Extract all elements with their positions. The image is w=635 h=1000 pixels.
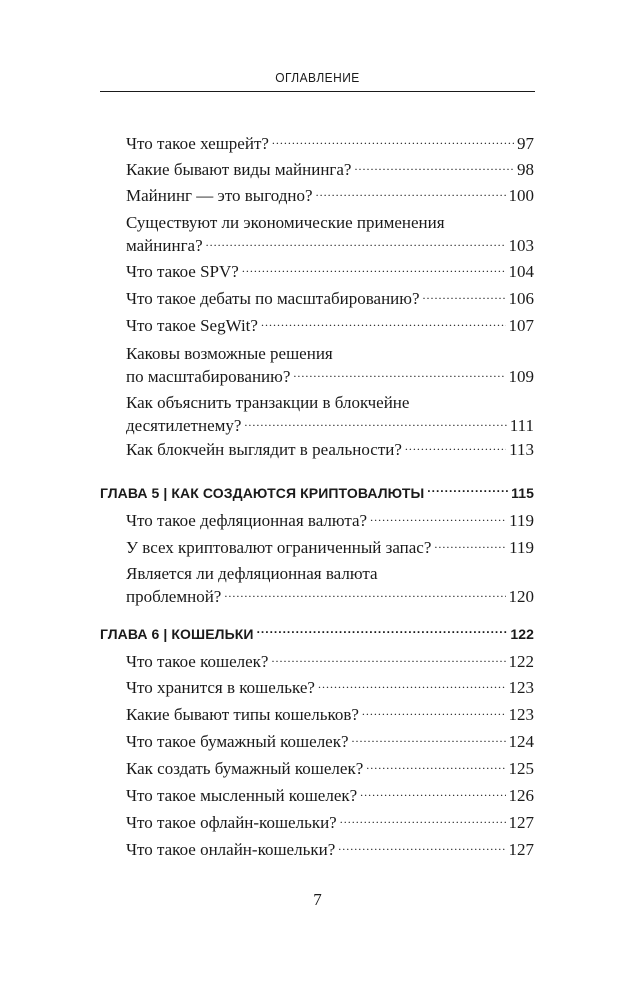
toc-entry[interactable] — [126, 650, 534, 673]
toc-entry-title: Какие бывают виды майнинга? — [126, 160, 352, 179]
dot-leader — [206, 234, 506, 251]
toc-entry-title: Майнинг — это выгодно? — [126, 186, 313, 205]
toc-entry-page: 115 — [511, 485, 534, 501]
toc-entry-page: 106 — [508, 289, 534, 308]
toc-entry-page: 107 — [508, 316, 534, 335]
toc-entry-page: 127 — [508, 813, 534, 832]
dot-leader — [352, 730, 506, 747]
toc-entry[interactable] — [126, 784, 534, 807]
toc-entry[interactable] — [126, 730, 534, 753]
dot-leader — [366, 757, 505, 774]
toc-entry[interactable] — [126, 438, 534, 461]
toc-chapter-title: ГЛАВА 5 | КАК СОЗДАЮТСЯ КРИПТОВАЛЮТЫ — [100, 485, 425, 501]
toc-entry[interactable] — [126, 562, 534, 608]
toc-entry[interactable] — [126, 703, 534, 726]
toc-entry-title: Что такое хешрейт? — [126, 134, 269, 153]
dot-leader — [224, 585, 505, 602]
toc-entry[interactable] — [126, 838, 534, 861]
dot-leader — [244, 414, 506, 431]
toc-entry[interactable] — [126, 536, 534, 559]
toc-entry-title: Как блокчейн выглядит в реальности? — [126, 440, 402, 459]
running-header: ОГЛАВЛЕНИЕ — [275, 70, 360, 85]
dot-leader — [272, 132, 514, 149]
toc-entry-page: 98 — [517, 160, 534, 179]
toc-entry-title: десятилетнему? — [126, 416, 242, 435]
toc-entry-page: 126 — [508, 786, 534, 805]
toc-entry-page: 111 — [509, 416, 534, 435]
toc-entry[interactable] — [126, 757, 534, 780]
toc-entry[interactable] — [126, 676, 534, 699]
toc-entry-title: Что такое мысленный кошелек? — [126, 786, 358, 805]
toc-entry-page: 103 — [508, 236, 534, 255]
dot-leader — [370, 509, 506, 526]
dot-leader — [257, 625, 508, 639]
toc-entry-title: Что такое дебаты по масштабированию? — [126, 289, 420, 308]
toc-chapter-title: ГЛАВА 6 | КОШЕЛЬКИ — [100, 626, 254, 642]
header-rule — [100, 91, 535, 92]
dot-leader — [316, 184, 506, 201]
dot-leader — [427, 484, 508, 498]
toc-entry-page: 109 — [508, 367, 534, 386]
toc-entry-page: 100 — [508, 186, 534, 205]
toc-entry[interactable] — [126, 509, 534, 532]
dot-leader — [242, 260, 506, 277]
toc-entry-page: 127 — [508, 840, 534, 859]
toc-entry[interactable] — [126, 184, 534, 207]
toc-entry-title: Что хранится в кошельке? — [126, 678, 315, 697]
toc-entry-title: Как создать бумажный кошелек? — [126, 759, 364, 778]
toc-entry[interactable] — [126, 132, 534, 155]
toc-entry-title: Что такое дефляционная валюта? — [126, 511, 368, 530]
toc-entry-title: по масштабированию? — [126, 367, 291, 386]
toc-entry-page: 123 — [508, 705, 534, 724]
toc-entry-page: 119 — [509, 511, 534, 530]
toc-entry[interactable] — [126, 158, 534, 181]
dot-leader — [261, 314, 506, 331]
toc-entry-title: Какие бывают типы кошельков? — [126, 705, 359, 724]
toc-entry[interactable] — [126, 811, 534, 834]
toc-entry-title-line: Существуют ли экономические применения — [126, 213, 445, 232]
toc-entry[interactable] — [126, 314, 534, 337]
toc-entry-title: Что такое онлайн-кошельки? — [126, 840, 336, 859]
dot-leader — [293, 365, 505, 382]
toc-chapter-heading[interactable] — [100, 623, 534, 646]
dot-leader — [271, 650, 505, 667]
toc-entry-page: 125 — [508, 759, 534, 778]
page-number: 7 — [313, 890, 322, 909]
toc-entry-title-line: Является ли дефляционная валюта — [126, 564, 378, 583]
toc-entry-title: Что такое бумажный кошелек? — [126, 732, 349, 751]
toc-entry[interactable] — [126, 391, 534, 437]
toc-entry-page: 122 — [510, 626, 534, 642]
toc-entry-page: 123 — [508, 678, 534, 697]
toc-entry-title: Что такое офлайн-кошельки? — [126, 813, 337, 832]
dot-leader — [405, 438, 506, 455]
toc-entry-page: 113 — [509, 440, 534, 459]
dot-leader — [360, 784, 505, 801]
toc-entry[interactable] — [126, 287, 534, 310]
toc-entry[interactable] — [126, 260, 534, 283]
toc-entry-page: 119 — [509, 538, 534, 557]
dot-leader — [423, 287, 506, 304]
toc-entry-page: 104 — [508, 262, 534, 281]
toc-entry-page: 120 — [508, 587, 534, 606]
toc-entry-page: 97 — [517, 134, 534, 153]
toc-entry-title: Что такое SPV? — [126, 262, 239, 281]
toc-entry-title: Что такое SegWit? — [126, 316, 258, 335]
toc-entry-title-line: Как объяснить транзакции в блокчейне — [126, 393, 410, 412]
toc-entry-title: майнинга? — [126, 236, 203, 255]
dot-leader — [362, 703, 506, 720]
toc-chapter-heading[interactable] — [100, 482, 534, 505]
toc-entry-title-line: Каковы возможные решения — [126, 344, 333, 363]
toc-entry[interactable] — [126, 342, 534, 388]
dot-leader — [318, 676, 506, 693]
toc-entry[interactable] — [126, 211, 534, 257]
toc-entry-title: Что такое кошелек? — [126, 652, 269, 671]
toc-entry-title: У всех криптовалют ограниченный запас? — [126, 538, 432, 557]
dot-leader — [434, 536, 506, 553]
dot-leader — [338, 838, 505, 855]
toc-entry-title: проблемной? — [126, 587, 222, 606]
toc-entry-page: 122 — [508, 652, 534, 671]
dot-leader — [354, 158, 514, 175]
toc-entry-page: 124 — [508, 732, 534, 751]
dot-leader — [340, 811, 506, 828]
